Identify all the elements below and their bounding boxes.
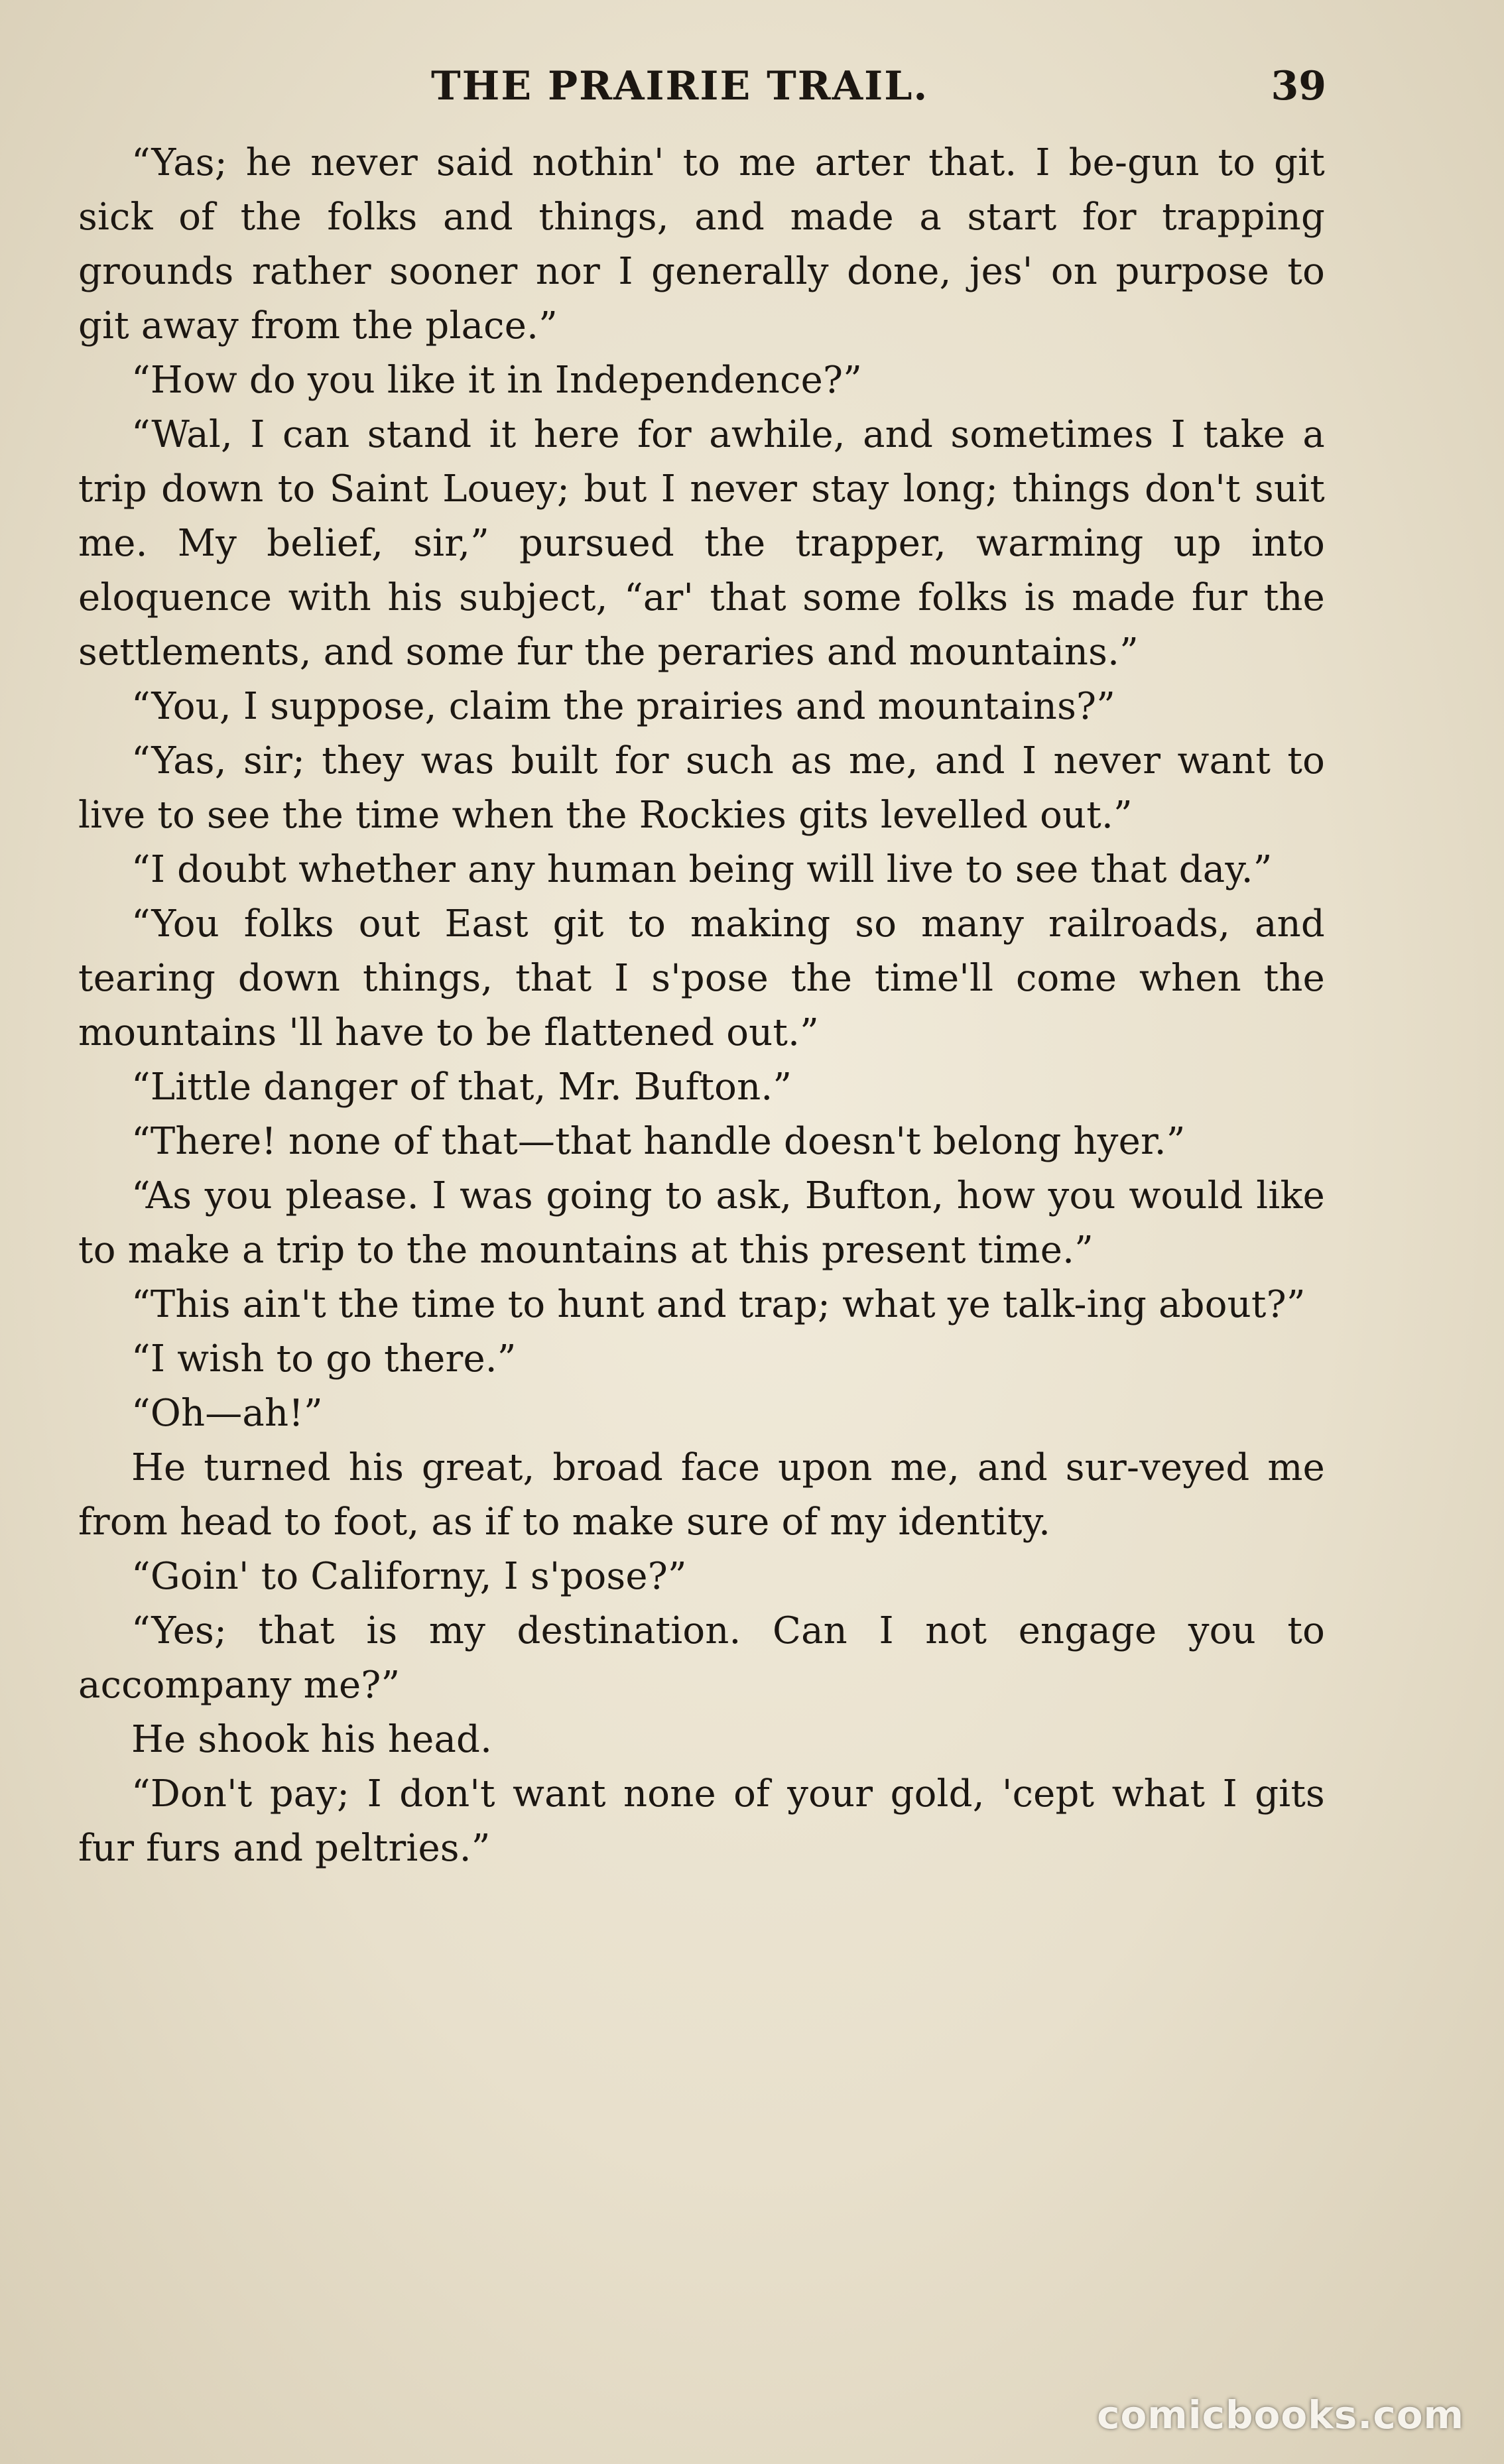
paragraph: He shook his head.: [131, 1718, 493, 1761]
paragraph: “I wish to go there.”: [131, 1337, 517, 1381]
paragraph: “Goin' to Californy, I s'pose?”: [131, 1555, 687, 1598]
paragraph: “As you please. I was going to ask, Bufton, how you would like to make a trip to the mountains at this present time.”: [78, 1174, 1325, 1272]
paragraph: “Yes; that is my destination. Can I not engage you to accompany me?”: [78, 1609, 1325, 1707]
paragraph: “Little danger of that, Mr. Bufton.”: [131, 1066, 792, 1109]
page-number: 39: [1271, 63, 1326, 109]
paragraph: “You folks out East git to making so many railroads, and tearing down things, that I s'pose the time'll come when the mountains 'll have to be flattened out.”: [78, 902, 1325, 1054]
paragraph: “Wal, I can stand it here for awhile, and sometimes I take a trip down to Saint Louey; but I never stay long; things don't suit me. My belief, sir,” pursued the trapper, warming up into eloquence with his subject, “ar' that some folks is made fur the settlements, and some fur the peraries and mountains.”: [78, 413, 1325, 674]
paragraph: “You, I suppose, claim the prairies and mountains?”: [131, 685, 1116, 728]
body-text: [78, 136, 1325, 1876]
paragraph: “I doubt whether any human being will live to see that day.”: [131, 848, 1273, 891]
paragraph: “Yas; he never said nothin' to me arter that. I be-gun to git sick of the folks and things, and made a start for trapping grounds rather sooner nor I generally done, jes' on purpose to git away from the place.”: [78, 141, 1325, 347]
paragraph: He turned his great, broad face upon me, and sur-veyed me from head to foot, as if to make sure of my identity.: [78, 1446, 1325, 1544]
watermark: comicbooks.com: [1097, 2392, 1464, 2437]
running-title: THE PRAIRIE TRAIL.: [431, 63, 929, 109]
paragraph: “This ain't the time to hunt and trap; what ye talk-ing about?”: [131, 1283, 1306, 1326]
page-header: [80, 63, 1326, 116]
paragraph: “Oh—ah!”: [131, 1392, 323, 1435]
paragraph: “Yas, sir; they was built for such as me, and I never want to live to see the time when the Rockies gits levelled out.”: [78, 739, 1325, 837]
paragraph: “There! none of that—that handle doesn't belong hyer.”: [131, 1120, 1186, 1163]
paragraph: “Don't pay; I don't want none of your gold, 'cept what I gits fur furs and peltries.”: [78, 1772, 1325, 1870]
paragraph: “How do you like it in Independence?”: [131, 359, 863, 402]
